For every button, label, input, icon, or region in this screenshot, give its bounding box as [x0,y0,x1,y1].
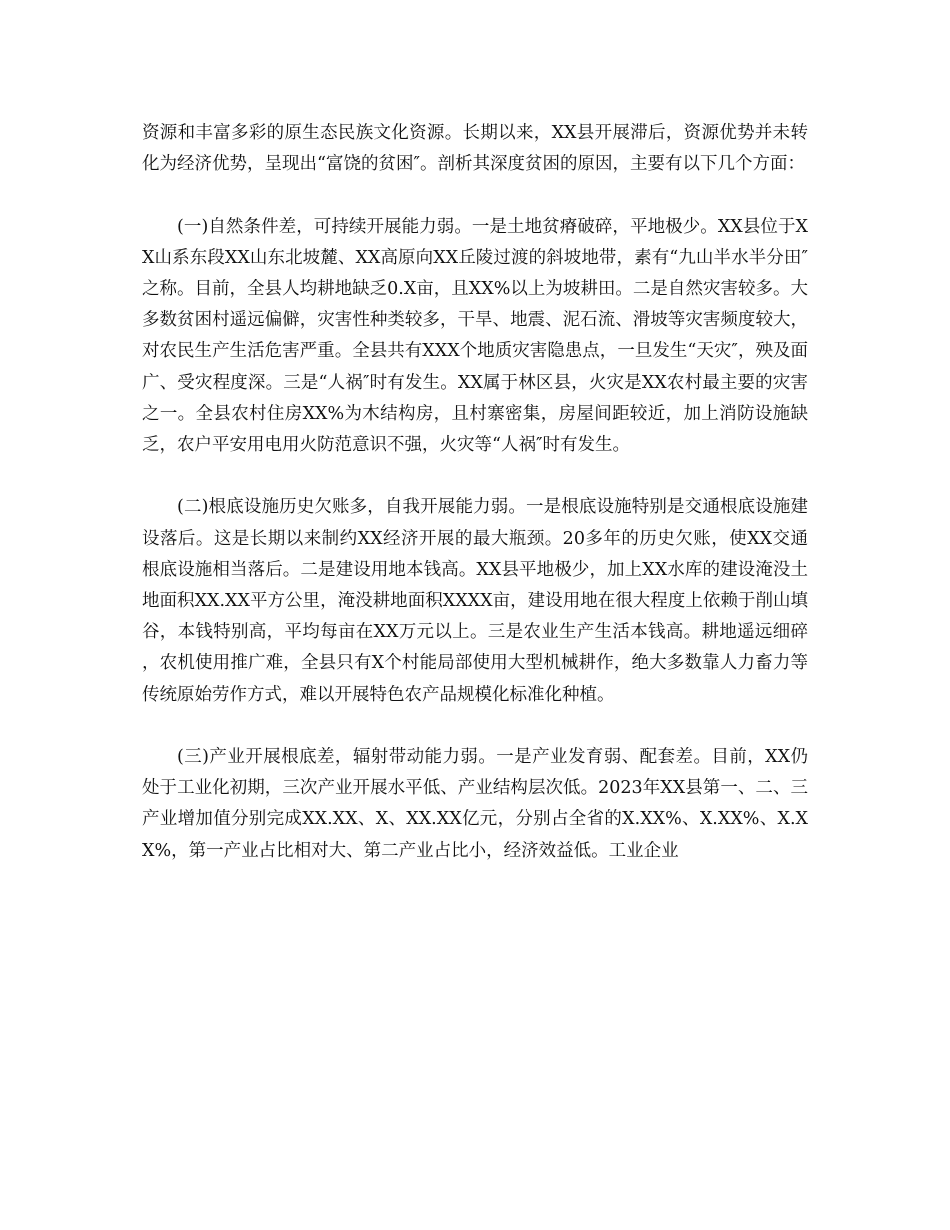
paragraph-natural-conditions: (一)自然条件差，可持续开展能力弱。一是土地贫瘠破碎，平地极少。XX县位于XX山系东段XX山东北坡麓、XX高原向XX丘陵过渡的斜坡地带，素有“九山半水半分田″之称。目前，全县人均耕地缺乏0.X亩，且XX%以上为坡耕田。二是自然灾害较多。大多数贫困村遥远偏僻，灾害性种类较多，干旱、地震、泥石流、滑坡等灾害频度较大，对农民生产生活危害严重。全县共有XXX个地质灾害隐患点，一旦发生“天灾″，殃及面广、受灾程度深。三是“人祸″时有发生。XX属于林区县，火灾是XX农村最主要的灾害之一。全县农村住房XX%为木结构房，且村寨密集，房屋间距较近，加上消防设施缺乏，农户平安用电用火防范意识不强，火灾等“人祸″时有发生。 [142,216,808,456]
paragraph-industry: (三)产业开展根底差，辐射带动能力弱。一是产业发育弱、配套差。目前，XX仍处于工业化初期，三次产业开展水平低、产业结构层次低。2023年XX县第一、二、三产业增加值分别完成XX.XX、X、XX.XX亿元，分别占全省的X.XX%、X.XX%、X.XX%，第一产业占比相对大、第二产业占比小，经济效益低。工业企业 [142,747,808,861]
document-body [142,118,808,867]
paragraph-resources-intro: 资源和丰富多彩的原生态民族文化资源。长期以来，XX县开展滞后，资源优势并未转化为经济优势，呈现出“富饶的贫困″。剖析其深度贫困的原因，主要有以下几个方面： [142,123,808,175]
paragraph-infrastructure: (二)根底设施历史欠账多，自我开展能力弱。一是根底设施特别是交通根底设施建设落后。这是长期以来制约XX经济开展的最大瓶颈。20多年的历史欠账，使XX交通根底设施相当落后。二是建设用地本钱高。XX县平地极少，加上XX水库的建设淹没土地面积XX.XX平方公里，淹没耕地面积XXXX亩，建设用地在很大程度上依赖于削山填谷，本钱特别高，平均每亩在XX万元以上。三是农业生产生活本钱高。耕地遥远细碎，农机使用推广难，全县只有X个村能局部使用大型机械耕作，绝大多数靠人力畜力等传统原始劳作方式，难以开展特色农产品规模化标准化种植。 [142,497,808,705]
